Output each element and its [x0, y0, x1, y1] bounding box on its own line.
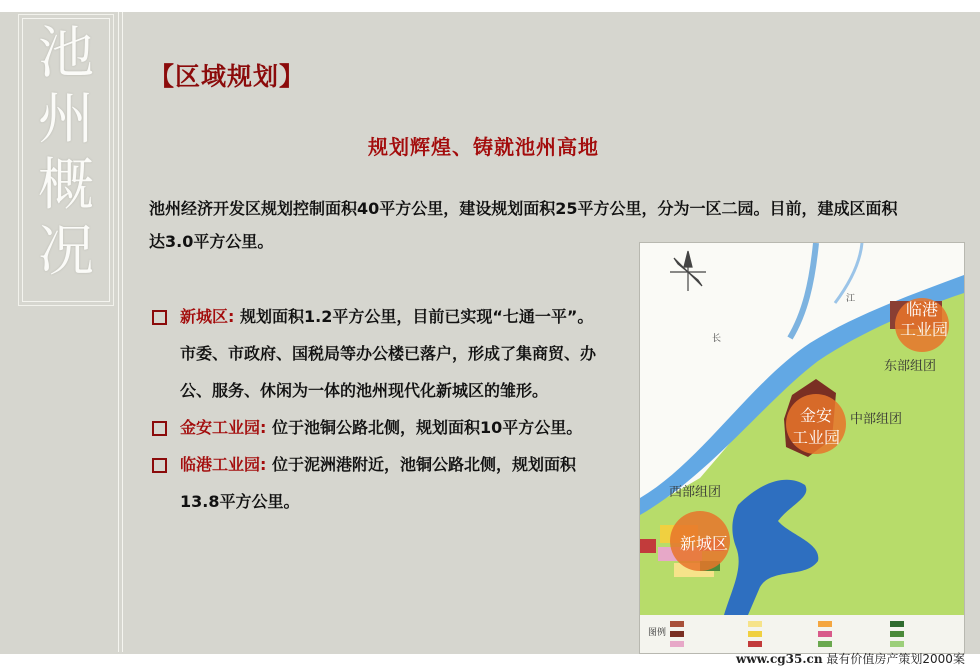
map-circle-label: 临港 — [905, 300, 939, 319]
map-river-label: 长 — [712, 334, 722, 344]
square-bullet-icon — [152, 421, 167, 436]
map-circle-label: 新城区 — [679, 534, 729, 553]
bullet-key: 新城区: — [180, 307, 235, 326]
subtitle: 规划辉煌、铸就池州高地 — [368, 135, 599, 159]
map-group-label: 东部组团 — [884, 359, 937, 374]
bullet-item — [152, 409, 602, 446]
bullet-key: 临港工业园: — [180, 455, 267, 474]
map-group-label: 西部组团 — [669, 485, 722, 500]
section-title: 【区域规划】 — [149, 62, 306, 91]
bullet-item — [152, 446, 602, 520]
sidebar-title-frame — [18, 14, 114, 306]
square-bullet-icon — [152, 458, 167, 473]
bullet-text: 位于泥洲港附近，池铜公路北侧，规划面积13.8平方公里。 — [180, 455, 576, 511]
divider-line — [118, 12, 119, 652]
bullet-text: 位于池铜公路北侧，规划面积10平方公里。 — [271, 418, 583, 437]
map-circle-label: 金安 — [799, 406, 833, 425]
map-circle-label: 工业园 — [899, 320, 949, 339]
sidebar-title-char: 池 — [38, 21, 94, 86]
footer — [736, 650, 965, 667]
map-circle-label: 工业园 — [791, 428, 841, 447]
square-bullet-icon — [152, 310, 167, 325]
map-legend-label: 图例 — [648, 628, 667, 638]
map-legend — [640, 615, 964, 653]
intro-paragraph: 池州经济开发区规划控制面积40平方公里，建设规划面积25平方公里，分为一区二园。目前，建成区面积达3.0平方公里。 — [149, 199, 898, 251]
sidebar-title-char: 况 — [38, 219, 94, 284]
zone — [640, 539, 656, 553]
map-river-label: 江 — [846, 294, 856, 304]
sidebar-title-char: 州 — [38, 87, 94, 152]
divider-line — [122, 12, 123, 652]
footer-site: www.cg35.cn — [736, 652, 823, 666]
planning-map — [639, 242, 965, 654]
map-group-label: 中部组团 — [850, 412, 903, 427]
planning-map-svg — [640, 243, 964, 653]
bullet-text: 规划面积1.2平方公里，目前已实现“七通一平”。市委、市政府、国税局等办公楼已落户，形成了集商贸、办公、服务、休闲为一体的池州现代化新城区的雏形。 — [180, 307, 597, 400]
bullet-list — [152, 298, 602, 520]
bullet-item — [152, 298, 602, 409]
sidebar-title-char: 概 — [38, 153, 94, 218]
bullet-key: 金安工业园: — [180, 418, 267, 437]
sidebar-title — [19, 21, 113, 285]
footer-text: 最有价值房产策划2000案 — [826, 652, 965, 666]
